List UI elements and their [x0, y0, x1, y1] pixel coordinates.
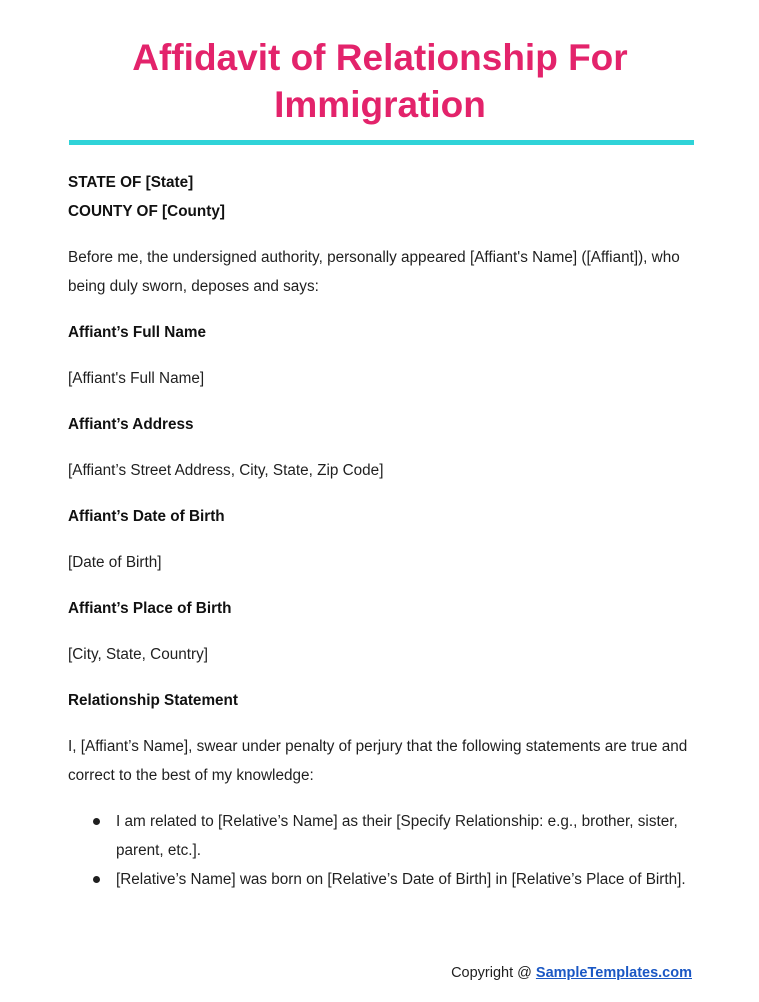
footer: [451, 965, 692, 981]
list-item-text: I am related to [Relative’s Name] as their [Specify Relationship: e.g., brother, sister, parent, etc.].: [116, 813, 678, 859]
section-value-place-of-birth: [City, State, Country]: [68, 646, 208, 663]
section-heading-place-of-birth: Affiant’s Place of Birth: [68, 600, 232, 617]
document-body: [68, 168, 698, 894]
intro-paragraph: Before me, the undersigned authority, personally appeared [Affiant's Name] ([Affiant]), who being duly sworn, deposes and says:: [68, 249, 680, 295]
county-line: COUNTY OF [County]: [68, 203, 225, 220]
section-heading-date-of-birth: Affiant’s Date of Birth: [68, 508, 225, 525]
relationship-list: [68, 807, 698, 894]
title-divider: [69, 140, 694, 145]
list-item: [68, 865, 698, 894]
state-line: STATE OF [State]: [68, 174, 194, 191]
section-heading-full-name: Affiant’s Full Name: [68, 324, 206, 341]
section-value-full-name: [Affiant's Full Name]: [68, 370, 205, 387]
copyright-text: Copyright @: [451, 965, 536, 981]
bullet-icon: [93, 818, 100, 825]
document-title: Affidavit of Relationship For Immigration: [132, 37, 628, 125]
relationship-intro: I, [Affiant’s Name], swear under penalty of perjury that the following statements are true and correct to the best of my knowledge:: [68, 738, 688, 784]
section-value-date-of-birth: [Date of Birth]: [68, 554, 162, 571]
list-item: [68, 807, 698, 865]
section-heading-address: Affiant’s Address: [68, 416, 194, 433]
section-value-address: [Affiant’s Street Address, City, State, Zip Code]: [68, 462, 384, 479]
sampletemplates-link[interactable]: SampleTemplates.com: [535, 965, 692, 981]
bullet-icon: [93, 876, 100, 883]
list-item-text: [Relative’s Name] was born on [Relative’s Date of Birth] in [Relative’s Place of Birth].: [116, 871, 686, 888]
relationship-heading: Relationship Statement: [68, 692, 238, 709]
